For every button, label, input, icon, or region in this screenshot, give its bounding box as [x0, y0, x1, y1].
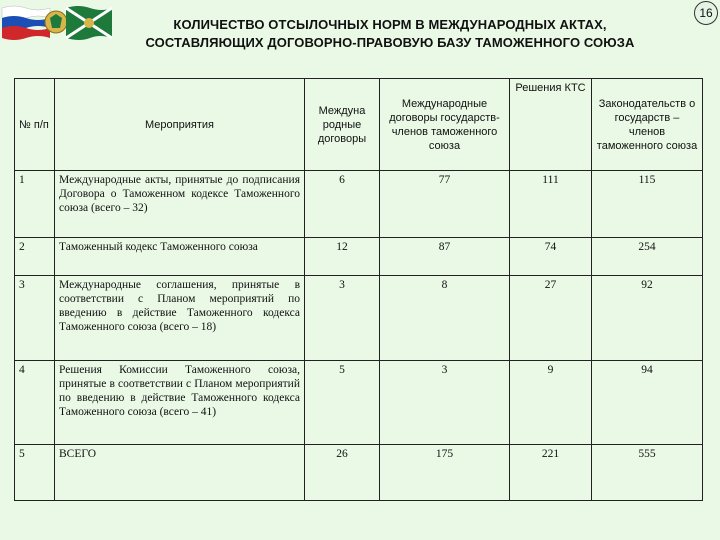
value-member-state-treaties: 175: [380, 445, 510, 501]
value-member-state-treaties: 87: [380, 238, 510, 276]
header-number: № п/п: [15, 79, 55, 171]
header-events: Мероприятия: [55, 79, 305, 171]
value-member-state-legislation: 555: [592, 445, 703, 501]
value-international-treaties: 26: [305, 445, 380, 501]
value-cu-commission-decisions: 27: [510, 276, 592, 361]
value-international-treaties: 5: [305, 361, 380, 445]
row-description: ВСЕГО: [55, 445, 305, 501]
value-cu-commission-decisions: 74: [510, 238, 592, 276]
table-row: [15, 171, 703, 238]
value-member-state-legislation: 254: [592, 238, 703, 276]
row-description: Решения Комиссии Таможенного союза, принятые в соответствии с Планом мероприятий по введению в действие Таможенного кодекса Таможенного союза (всего – 41): [55, 361, 305, 445]
row-description: Международные акты, принятые до подписания Договора о Таможенном кодексе Таможенного союза (всего – 32): [55, 171, 305, 238]
value-international-treaties: 3: [305, 276, 380, 361]
header-member-state-treaties: Международные договоры государств-членов таможенного союза: [380, 79, 510, 171]
russia-customs-flags-logo: [0, 0, 112, 46]
value-cu-commission-decisions: 221: [510, 445, 592, 501]
value-cu-commission-decisions: 111: [510, 171, 592, 238]
value-international-treaties: 6: [305, 171, 380, 238]
row-description: Международные соглашения, принятые в соответствии с Планом мероприятий по введению в действие Таможенного кодекса Таможенного союза (всего – 18): [55, 276, 305, 361]
table-row: [15, 276, 703, 361]
table-row: [15, 238, 703, 276]
table-row-total: [15, 445, 703, 501]
page-title: [120, 16, 660, 52]
value-member-state-treaties: 3: [380, 361, 510, 445]
row-description: Таможенный кодекс Таможенного союза: [55, 238, 305, 276]
row-number: 1: [15, 171, 55, 238]
value-member-state-treaties: 8: [380, 276, 510, 361]
value-member-state-legislation: 92: [592, 276, 703, 361]
page-number-badge: 16: [694, 1, 718, 25]
row-number: 4: [15, 361, 55, 445]
row-number: 3: [15, 276, 55, 361]
title-line-2: СОСТАВЛЯЮЩИХ ДОГОВОРНО-ПРАВОВУЮ БАЗУ ТАМОЖЕННОГО СОЮЗА: [145, 35, 635, 50]
header-international-treaties: Междуна родные договоры: [305, 79, 380, 171]
row-number: 5: [15, 445, 55, 501]
header-cu-commission-decisions: Решения КТС: [510, 79, 592, 171]
value-member-state-treaties: 77: [380, 171, 510, 238]
norms-table: [14, 78, 703, 501]
title-line-1: КОЛИЧЕСТВО ОТСЫЛОЧНЫХ НОРМ В МЕЖДУНАРОДНЫХ АКТАХ,: [173, 17, 607, 32]
value-member-state-legislation: 94: [592, 361, 703, 445]
value-cu-commission-decisions: 9: [510, 361, 592, 445]
table-row: [15, 361, 703, 445]
header-member-state-legislation: Законодательств о государств – членов таможенного союза: [592, 79, 703, 171]
value-member-state-legislation: 115: [592, 171, 703, 238]
row-number: 2: [15, 238, 55, 276]
value-international-treaties: 12: [305, 238, 380, 276]
